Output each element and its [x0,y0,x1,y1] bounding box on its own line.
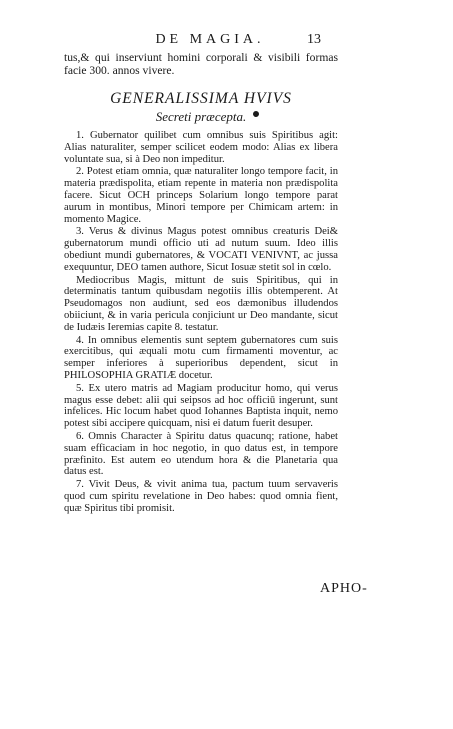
continuation-paragraph [64,52,338,78]
precept-paragraph: 7. Vivit Deus, & vivit anima tua, pactum tuum servaveris quod cum spiritu revelatione in Deo habes: quod omnia fient, quæ Spiritus tibi promisit. [64,479,338,514]
precept-paragraph: 3. Verus & divinus Magus potest omnibus creaturis Dei& gubernatorum mundi officio uti ad nutum suum. Ideo illis obediunt mundi gubernatores, & VOCATI VENIVNT, ac jussa exequuntur, DEO tamen authore, Sicut Iosuæ stetit sol in cœlo. [64,226,338,273]
running-title: DE MAGIA. [155,32,265,47]
continuation-text: tus,& qui inserviunt homini corporali & visibili formas facie 300. annos vivere. [64,51,338,77]
catchword: APHO- [320,581,368,596]
precept-paragraph: 5. Ex utero matris ad Magiam producitur homo, qui verus magus esse debet: alii qui seipsos ad hoc officiū ingerunt, sunt infelices. Hic locum habet quod Iohannes Baptista inquit, nemo potest sibi accipere quicquam, nisi ei datum fuerit desuper. [64,382,338,430]
section-heading: GENERALISSIMA HVIVS [110,90,292,107]
ink-blot [253,111,259,117]
precept-paragraph: 2. Potest etiam omnia, quæ naturaliter longo tempore facit, in materia prædispolita, etiam repente in materia non prædispolita facere. Sicut OCH princeps Solarium longo tempore parat aurum in montibus, Minori tempore per Chimicam artem: in momento Magice. [64,166,338,225]
section-subheading: Secreti præcepta. [155,109,247,124]
page-number: 13 [307,32,321,47]
precept-paragraph: 4. In omnibus elementis sunt septem gubernatores cum suis exercitibus, qui æquali motu cum firmamenti moventur, ac semper inferiores à superioribus dependent, sicut in PHILOSOPHIA GRATIÆ docetur. [64,334,338,381]
precept-paragraph: 1. Gubernator quilibet cum omnibus suis Spiritibus agit: Alias naturaliter, semper scilicet eodem modo: Alias ex libera voluntate sua, si à Deo non impeditur. [64,130,338,165]
precept-paragraph: 6. Omnis Character à Spiritu datus quacunq; ratione, habet suam efficaciam in hoc negotio, in quo datus est, in tempore præfinito. Est autem eo utendum hora & die Planetaria qua datus est. [64,430,338,478]
precepts-list [64,130,338,516]
precept-paragraph: Mediocribus Magis, mittunt de suis Spiritibus, qui in determinatis tantum quibusdam negotiis illis obtemperent. At Pseudomagos non audiunt, sed eos dæmonibus illudendos obiiciunt, & in varia pericula conjiciunt ur Deo mandante, sicut de Iudæis Ieremias capite 8. testatur. [64,274,338,333]
